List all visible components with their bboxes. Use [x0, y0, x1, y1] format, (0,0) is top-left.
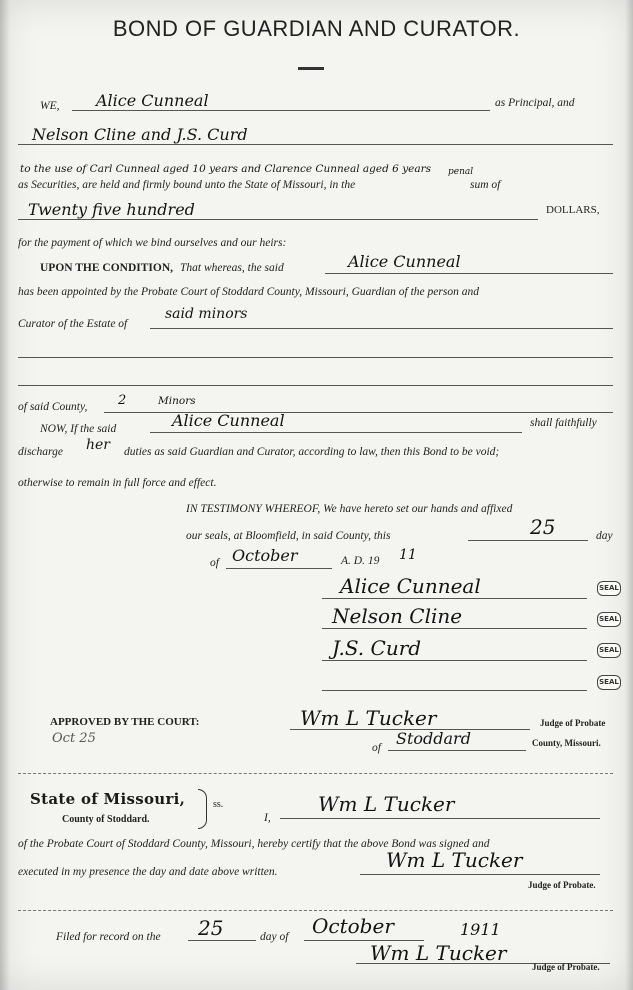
filing-divider [18, 910, 613, 911]
principal-line [72, 110, 490, 111]
estate-line-2 [18, 357, 613, 358]
we-label: WE, [40, 100, 60, 112]
filed-day-line [188, 940, 256, 941]
judge-signature: Wm L Tucker [300, 706, 437, 730]
amount-line [18, 219, 538, 220]
right-page-shadow [625, 0, 633, 990]
signature-line-4 [322, 690, 587, 691]
of-word: of [210, 557, 219, 569]
filed-signature: Wm L Tucker [370, 941, 507, 965]
cert-signature: Wm L Tucker [386, 848, 523, 872]
day-line [468, 540, 588, 541]
use-of-text: to the use of Carl Cunneal aged 10 years and Clarence Cunneal aged 6 years [20, 163, 432, 175]
otherwise-text: otherwise to remain in full force and effect. [18, 477, 217, 489]
signature-line-2 [322, 628, 587, 629]
document-title: BOND OF GUARDIAN AND CURATOR. [112, 16, 521, 41]
left-page-shadow [0, 0, 10, 990]
curator-text: Curator of the Estate of [18, 318, 128, 330]
signature-3: J.S. Curd [332, 636, 422, 660]
cert-state: State of Missouri, [30, 790, 186, 808]
approval-of-word: of [372, 742, 381, 754]
testimony-day: 25 [530, 515, 556, 539]
month-line [226, 568, 332, 569]
appointed-text: has been appointed by the Probate Court of Stoddard County, Missouri, Guardian of the person and [18, 286, 479, 298]
estate-line-1 [150, 328, 613, 329]
cert-judge-label: Judge of Probate. [528, 880, 596, 890]
now-if-text: NOW, If the said [40, 423, 117, 435]
cert-i-word: I, [264, 812, 271, 824]
cert-brace [198, 789, 207, 829]
testimony-year: 11 [399, 547, 417, 563]
county-missouri-label: County, Missouri. [532, 738, 601, 748]
cert-county: County of Stoddard. [62, 814, 150, 825]
approval-date-note: Oct 25 [52, 731, 96, 746]
bond-amount: Twenty five hundred [28, 200, 195, 219]
seal-1: SEAL [597, 581, 621, 596]
cert-judge-name: Wm L Tucker [318, 792, 455, 816]
testimony-month: October [232, 546, 298, 565]
approved-label: APPROVED BY THE COURT: [50, 716, 200, 728]
judge-of-probate-label: Judge of Probate [540, 718, 606, 728]
condition-text: That whereas, the said [180, 262, 284, 274]
testimony-line-2: our seals, at Bloomfield, in said County, this [186, 530, 391, 542]
pronoun-value: her [86, 437, 110, 453]
filed-day-of: day of [260, 931, 289, 943]
filed-label: Filed for record on the [56, 931, 161, 943]
now-name-line [150, 432, 522, 433]
signature-1: Alice Cunneal [340, 574, 481, 598]
estate-line-3 [18, 385, 613, 386]
sum-of-label: sum of [470, 179, 501, 191]
condition-label: UPON THE CONDITION, [40, 262, 174, 274]
payment-text: for the payment of which we bind ourselves and our heirs: [18, 237, 287, 249]
approval-county-line [388, 750, 526, 751]
minors-word: Minors [158, 395, 196, 407]
signature-line-3 [322, 660, 587, 661]
minors-count: 2 [118, 393, 127, 408]
faithfully-text: shall faithfully [530, 417, 597, 429]
dollars-label: DOLLARS, [546, 204, 600, 216]
filed-judge-label: Judge of Probate. [532, 962, 600, 972]
signature-line-1 [322, 598, 587, 599]
seal-3: SEAL [597, 643, 621, 658]
cert-signature-line [360, 874, 600, 875]
duties-text: duties as said Guardian and Curator, according to law, then this Bond to be void; [124, 446, 500, 458]
day-word: day [596, 530, 613, 542]
title-rule [298, 67, 324, 70]
securities-text: as Securities, are held and firmly bound unto the State of Missouri, in the [18, 179, 356, 191]
sureties-line [18, 144, 613, 145]
guardian-line [325, 273, 613, 274]
county-text: of said County, [18, 401, 88, 413]
ad-label: A. D. 19 [341, 555, 380, 567]
approval-county: Stoddard [396, 729, 471, 748]
filed-day: 25 [198, 916, 224, 940]
cert-judge-line [280, 818, 600, 819]
discharge-text: discharge [18, 446, 63, 458]
section-divider [18, 773, 613, 774]
now-name: Alice Cunneal [172, 411, 285, 430]
guardian-name: Alice Cunneal [348, 252, 461, 271]
cert-text-1: of the Probate Court of Stoddard County, Missouri, hereby certify that the above Bond was signed and [18, 838, 490, 850]
as-principal-label: as Principal, and [495, 97, 575, 109]
testimony-line-1: IN TESTIMONY WHEREOF, We have hereto set our hands and affixed [186, 503, 513, 515]
filed-year: 1911 [460, 920, 501, 939]
sureties-names: Nelson Cline and J.S. Curd [32, 125, 248, 144]
estate-of-value: said minors [165, 306, 248, 322]
principal-name: Alice Cunneal [96, 91, 209, 110]
signature-2: Nelson Cline [332, 604, 463, 628]
cert-ss: ss. [213, 799, 224, 810]
penal-word: penal [448, 167, 474, 177]
seal-2: SEAL [597, 612, 621, 627]
filed-month: October [312, 914, 394, 938]
seal-4: SEAL [597, 675, 621, 690]
cert-text-2: executed in my presence the day and date above written. [18, 866, 278, 878]
